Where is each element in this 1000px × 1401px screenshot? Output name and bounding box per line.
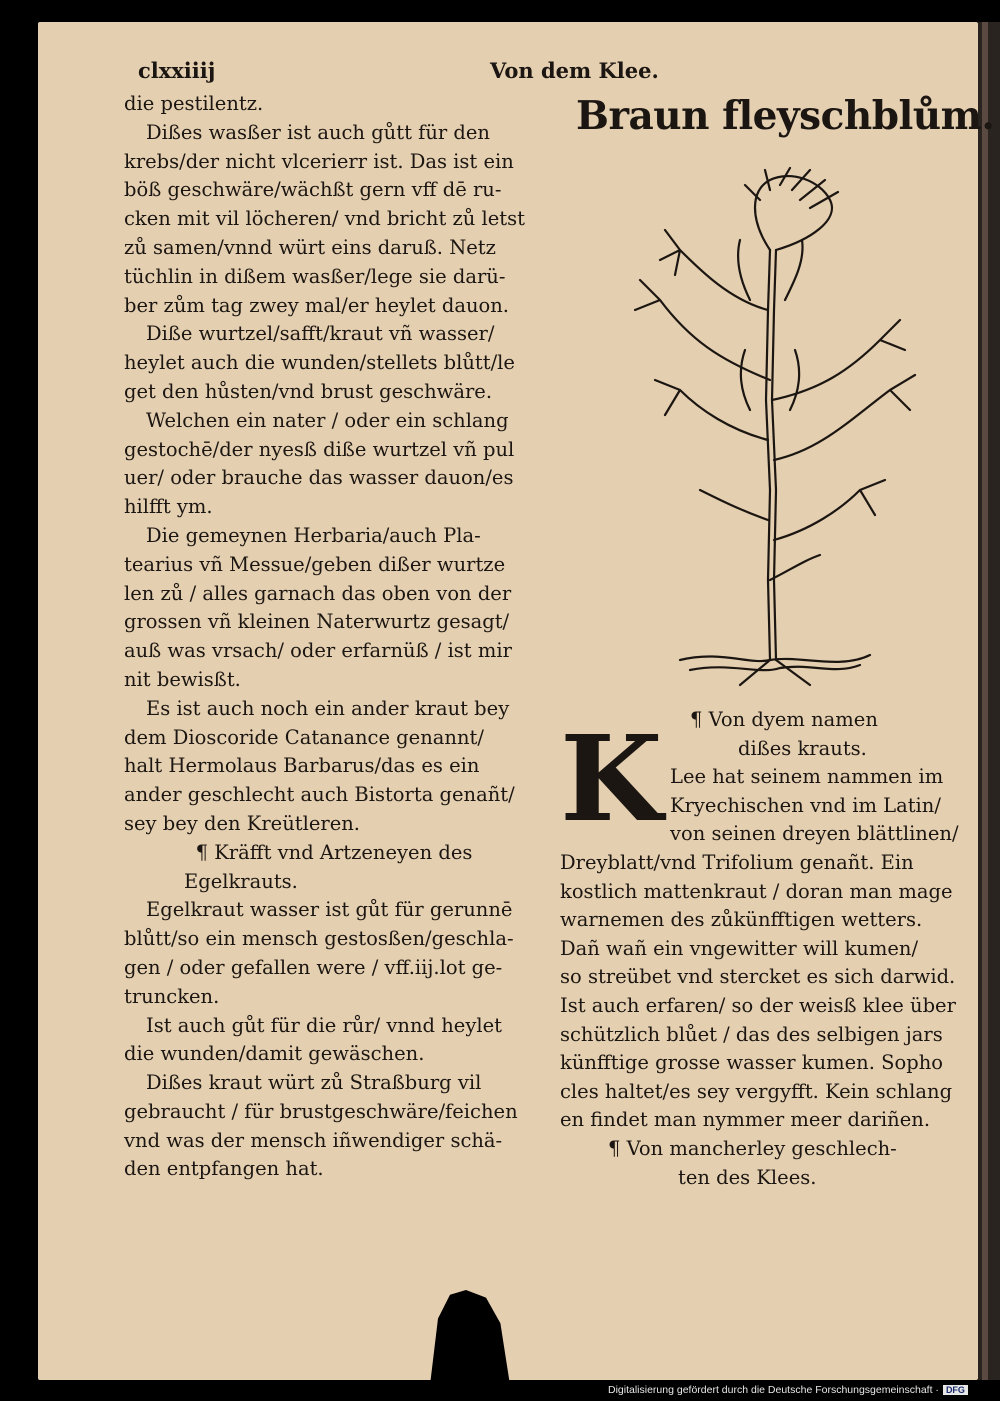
text-line: die pestilentz. xyxy=(124,92,264,115)
text-line: nit bewisßt. xyxy=(124,667,241,691)
text-line: Egelkrauts. xyxy=(184,869,298,893)
text-line: krebs/der nicht vlcerierr ist. Das ist ein xyxy=(124,149,514,173)
dfg-logo: DFG xyxy=(943,1385,968,1395)
text-line: Ist auch gůt für die růr/ vnnd heylet xyxy=(146,1013,502,1037)
text-line: auß was vrsach/ oder erfarnüß / ist mir xyxy=(124,639,512,663)
text-line: zů samen/vnnd würt eins daruß. Netz xyxy=(124,235,496,259)
page-edge xyxy=(978,22,1000,1380)
text-line: den entpfangen hat. xyxy=(124,1157,324,1181)
text-line: ander geschlecht auch Bistorta genañt/ xyxy=(124,783,515,807)
text-line: Dißes wasßer ist auch gůtt für den xyxy=(146,120,490,144)
text-line: uer/ oder brauche das wasser dauon/es xyxy=(124,466,514,490)
text-line: halt Hermolaus Barbarus/das es ein xyxy=(124,754,480,778)
digitization-footer: Digitalisierung gefördert durch die Deutsche Forschungsgemeinschaft · DFG xyxy=(608,1384,968,1396)
text-line: dem Dioscoride Catanance genannt/ xyxy=(124,725,484,749)
plant-woodcut-illustration xyxy=(620,160,930,700)
text-line: grossen vñ kleinen Naterwurtz gesagt/ xyxy=(124,610,510,634)
footer-credit: Digitalisierung gefördert durch die Deutsche Forschungsgemeinschaft xyxy=(608,1384,933,1396)
text-line: Es ist auch noch ein ander kraut bey xyxy=(146,696,510,720)
text-line: cles haltet/es sey vergyfft. Kein schlang xyxy=(560,1079,953,1103)
text-line: gebraucht / für brustgeschwäre/feichen xyxy=(124,1099,518,1123)
right-text-column xyxy=(560,706,960,1192)
text-line: get den hůsten/vnd brust geschwäre. xyxy=(124,379,493,403)
text-line: Ist auch erfaren/ so der weisß klee über xyxy=(560,993,956,1017)
text-line: hilfft ym. xyxy=(124,495,213,519)
text-line: Kryechischen vnd im Latin/ xyxy=(670,793,941,817)
text-line: warnemen des zůkünfftigen wetters. xyxy=(560,908,923,932)
text-line: ¶ Kräfft vnd Artzeneyen des xyxy=(195,840,473,864)
drop-cap: K xyxy=(560,709,663,848)
text-line: len zů / alles garnach das oben von der xyxy=(124,581,512,605)
text-line: dißes krauts. xyxy=(738,736,867,760)
text-line: Dreyblatt/vnd Trifolium genañt. Ein xyxy=(560,850,914,874)
text-line: blůtt/so ein mensch gestosßen/geschla- xyxy=(124,927,514,951)
text-line: heylet auch die wunden/stellets blůtt/le xyxy=(124,351,515,375)
text-line: Die gemeynen Herbaria/auch Pla- xyxy=(146,523,481,547)
text-line: Lee hat seinem nammen im xyxy=(670,765,944,789)
text-line: ten des Klees. xyxy=(678,1165,817,1189)
binding-spine xyxy=(982,22,988,1380)
text-line: cken mit vil löcheren/ vnd bricht zů letst xyxy=(124,207,525,231)
text-line: die wunden/damit gewäschen. xyxy=(124,1042,425,1066)
text-line: en findet man nymmer meer dariñen. xyxy=(560,1108,931,1132)
text-line: künfftige grosse wasser kumen. Sopho xyxy=(560,1051,944,1075)
text-line: böß geschwäre/wächßt gern vff dē ru- xyxy=(124,178,502,202)
text-line: ¶ Von mancherley geschlech- xyxy=(608,1136,897,1160)
folio-number: clxxiiij xyxy=(138,58,216,83)
text-line: Dañ wañ ein vngewitter will kumen/ xyxy=(560,936,919,960)
text-line: von seinen dreyen blättlinen/ xyxy=(670,822,959,846)
text-line: kostlich mattenkraut / doran man mage xyxy=(560,879,953,903)
running-head: Von dem Klee. xyxy=(490,58,659,83)
text-line: tearius vñ Messue/geben dißer wurtze xyxy=(124,552,506,576)
text-line: tüchlin in dißem wasßer/lege sie darü- xyxy=(124,264,506,288)
plant-title: Braun fleyschblům. xyxy=(576,93,995,139)
text-line: Dißes kraut würt zů Straßburg vil xyxy=(146,1071,482,1095)
left-text-column xyxy=(124,90,544,1184)
text-line: schützlich blůet / das des selbigen jars xyxy=(560,1022,943,1046)
text-line: Welchen ein nater / oder ein schlang xyxy=(146,408,509,432)
text-line: sey bey den Kreütleren. xyxy=(124,811,360,835)
text-line: ¶ Von dyem namen xyxy=(690,708,878,731)
text-line: gen / oder gefallen were / vff.iij.lot ge- xyxy=(124,955,503,979)
text-line: vnd was der mensch iñwendiger schä- xyxy=(124,1128,503,1152)
text-line: Diße wurtzel/safft/kraut vñ wasser/ xyxy=(146,322,495,346)
text-line: ber zům tag zwey mal/er heylet dauon. xyxy=(124,293,510,317)
text-line: so streübet vnd stercket es sich darwid. xyxy=(560,965,956,989)
text-line: gestochē/der nyesß diße wurtzel vñ pul xyxy=(124,437,515,461)
text-line: Egelkraut wasser ist gůt für gerunnē xyxy=(146,898,513,922)
text-line: truncken. xyxy=(124,984,220,1008)
